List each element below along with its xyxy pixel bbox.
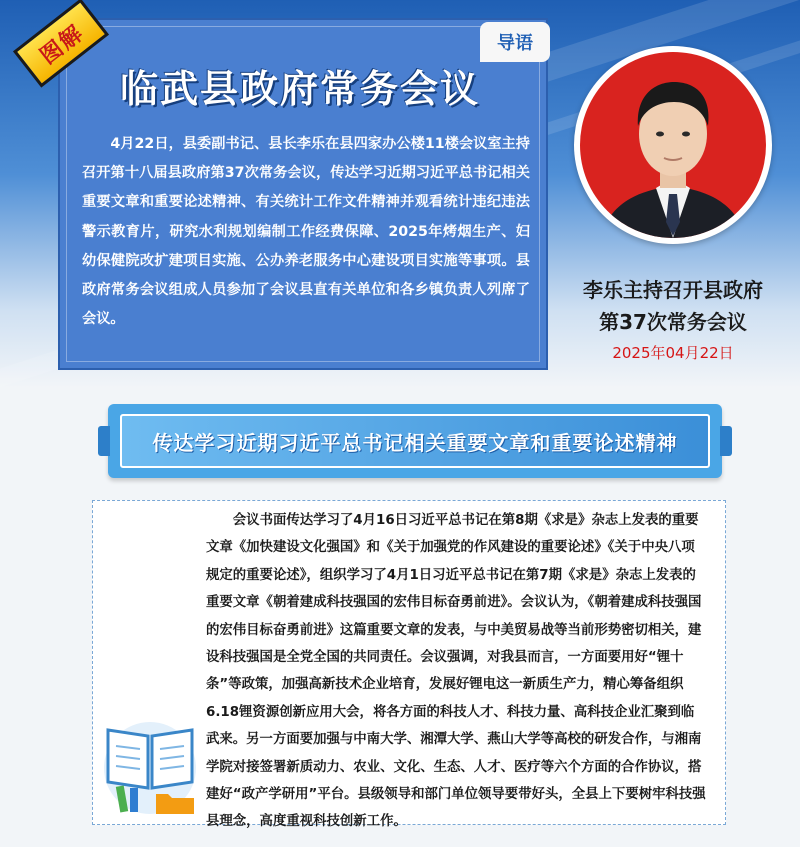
badge-label: 图解 — [34, 19, 89, 70]
intro-tag — [480, 22, 550, 62]
section-banner-inner — [120, 414, 710, 468]
section-banner — [108, 404, 722, 478]
section-heading: 传达学习近期习近平总书记相关重要文章和重要论述精神 — [152, 430, 678, 455]
lead-paragraph: 4月22日，县委副书记、县长李乐在县四家办公楼11楼会议室主持召开第十八届县政府第37次常务会议，传达学习近期习近平总书记相关重要文章和重要论述精神、有关统计工作文件精神并观看统计违纪违法警示教育片，研究水利规划编制工作经费保障、2025年烤烟生产、妇幼保健院改扩建项目实施、公办养老服务中心建设项目实施等事项。县政府常务会议组成人员参加了会议县直有关单位和各乡镇负责人列席了会议。 — [82, 136, 530, 328]
portrait-photo — [574, 46, 772, 244]
book-icon — [100, 708, 200, 816]
intro-tag-label: 导语 — [497, 33, 533, 54]
caption-line-1: 李乐主持召开县政府 — [583, 278, 763, 302]
banner-right-tab — [720, 426, 732, 456]
caption-line-2: 第37次常务会议 — [599, 310, 747, 334]
portrait-background — [580, 52, 766, 238]
body-text — [114, 507, 706, 836]
caption-date: 2025年04月22日 — [612, 344, 734, 362]
banner-left-tab — [98, 426, 110, 456]
body-paragraph: 会议书面传达学习了4月16日习近平总书记在第8期《求是》杂志上发表的重要文章《加快建设文化强国》和《关于加强党的作风建设的重要论述》《关于中央八项规定的重要论述》，组织学习了4月1日习近平总书记在第7期《求是》杂志上发表的重要文章《朝着建成科技强国的宏伟目标奋勇前进》。会议认为，《朝着建成科技强国的宏伟目标奋勇前进》这篇重要文章的发表，与中美贸易战等当前形势密切相关，建设科技强国是全党全国的共同责任。会议强调，对我县而言，一方面要用好“锂十条”等政策，加强高新技术企业培育，发展好锂电这一新质生产力，精心筹备组织6.18锂资源创新应用大会，将各方面的科技人才、科技力量、高科技企业汇聚到临武来。另一方面要加强与中南大学、湘潭大学、燕山大学等高校的研发合作，与湘南学院对接签署新质动力、农业、文化、生态、人才、医疗等六个方面的合作协议，搭建好“政产学研用”平台。县级领导和部门单位领导要带好头，全县上下要树牢科技强县理念，高度重视科技创新工作。 — [206, 513, 706, 830]
person-illustration — [580, 52, 766, 238]
page-title: 临武县政府常务会议 — [119, 66, 480, 111]
